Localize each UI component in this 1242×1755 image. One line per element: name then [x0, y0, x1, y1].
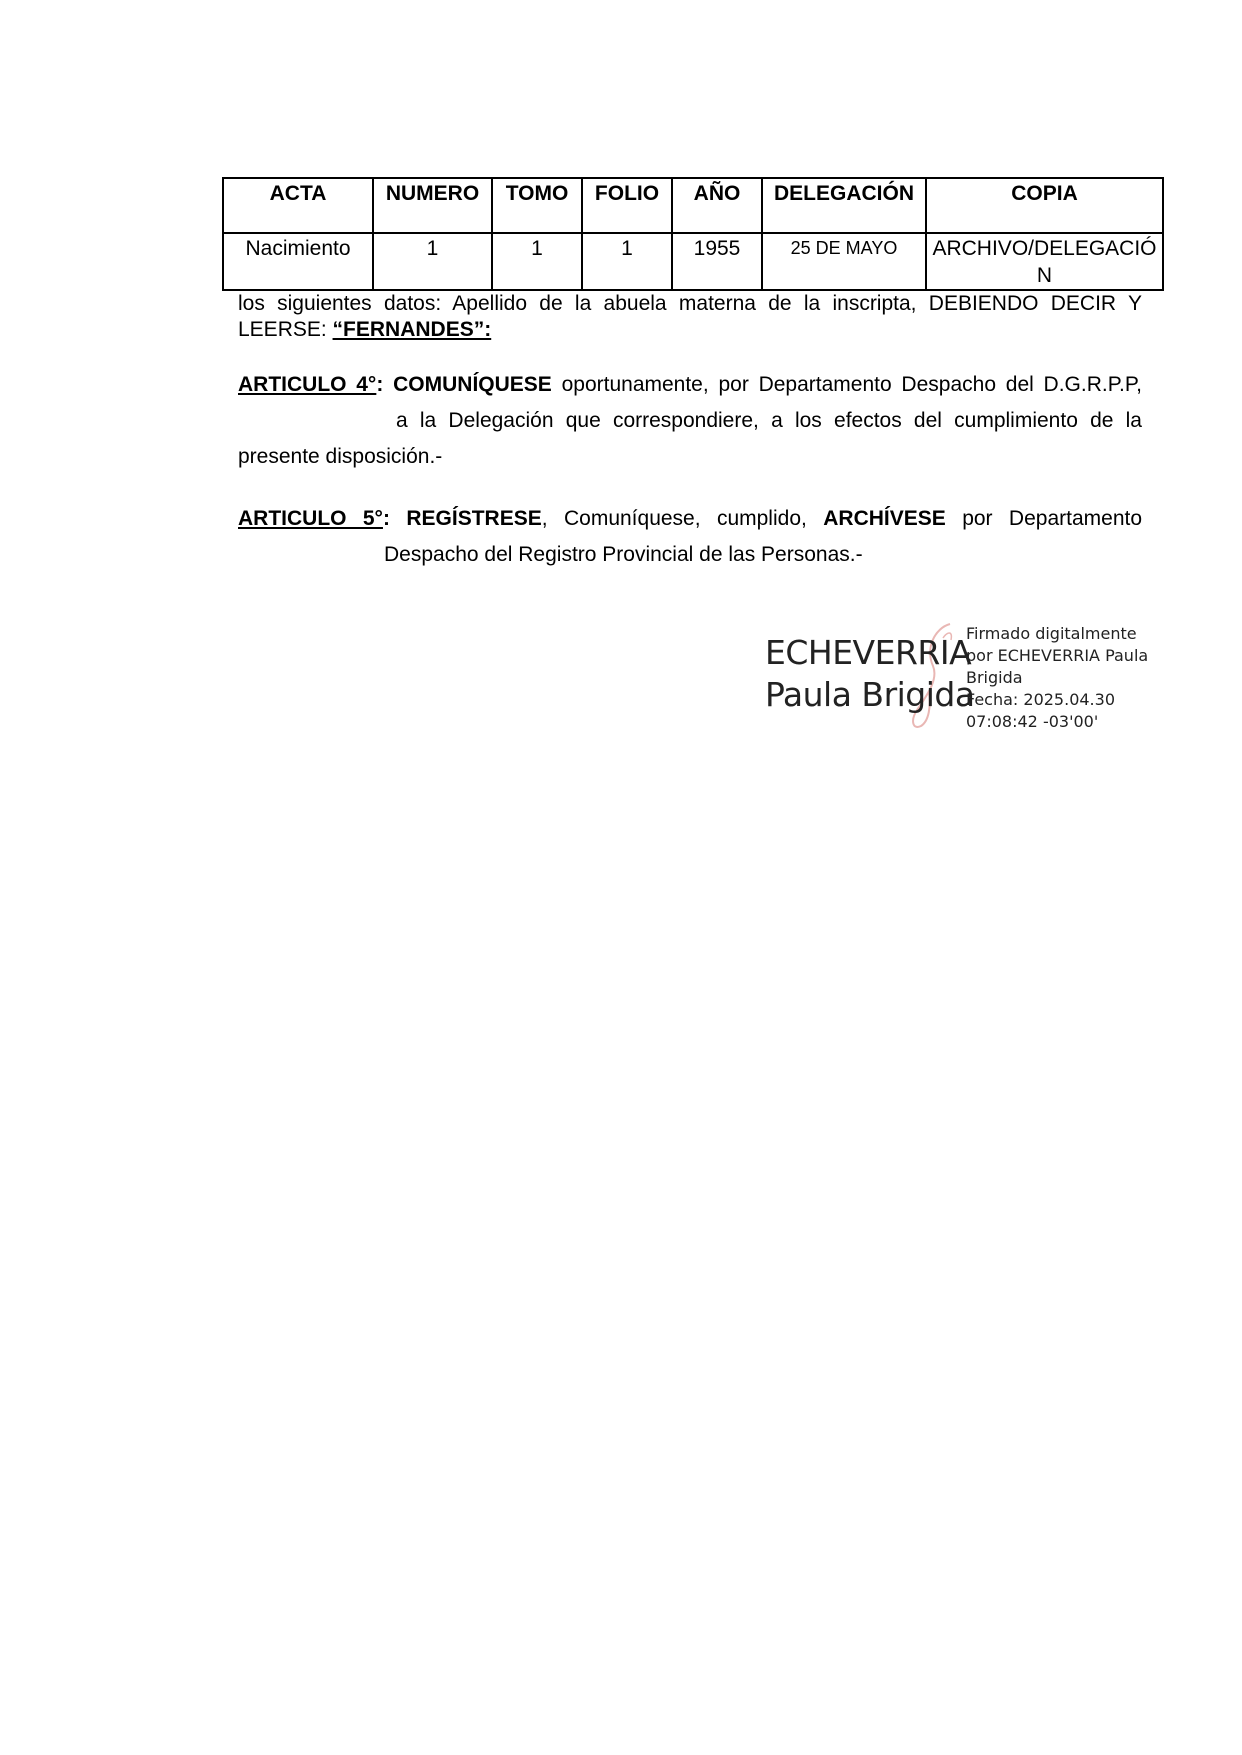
- intro-prefix: LEERSE:: [238, 318, 333, 341]
- intro-emphasis: “FERNANDES”:: [332, 318, 492, 341]
- intro-line-2: [238, 317, 1142, 343]
- articulo-5-colon: :: [382, 507, 390, 530]
- articulo-4: [238, 367, 1142, 475]
- header-acta: ACTA: [223, 178, 373, 233]
- signature-info-line: por ECHEVERRIA Paula: [966, 646, 1149, 665]
- cell-folio: 1: [582, 233, 672, 290]
- table-header-row: [223, 178, 1163, 233]
- intro-paragraph: [238, 291, 1142, 343]
- signature-name: [765, 632, 975, 716]
- articulo-5-keyword-archivese: ARCHÍVESE: [823, 507, 946, 530]
- header-delegacion: DELEGACIÓN: [762, 178, 926, 233]
- signature-info-line: Firmado digitalmente: [966, 624, 1137, 643]
- articulo-4-label: ARTICULO 4°: [238, 373, 377, 396]
- articulo-5-text-1: , Comuníquese, cumplido,: [541, 507, 807, 530]
- articulo-4-line-2: a la Delegación que correspondiere, a los efectos del cumplimiento de la: [396, 409, 1142, 432]
- cell-acta: Nacimiento: [223, 233, 373, 290]
- articulo-5-text-2: por Departamento: [962, 507, 1143, 530]
- articulo-5: [238, 501, 1142, 573]
- articulo-5-line-2: Despacho del Registro Provincial de las Personas.-: [384, 543, 863, 566]
- articulo-5-keyword-registrese: REGÍSTRESE: [406, 507, 542, 530]
- articulo-4-line-3: presente disposición.-: [238, 445, 443, 468]
- signature-info: [966, 623, 1148, 733]
- header-folio: FOLIO: [582, 178, 672, 233]
- signature-info-line: 07:08:42 -03'00': [966, 712, 1099, 731]
- cell-delegacion: 25 DE MAYO: [762, 233, 926, 290]
- articulo-5-line-1: [238, 501, 1142, 537]
- articulo-4-keyword: COMUNÍQUESE: [393, 373, 552, 396]
- articulo-4-line-1-text: oportunamente, por Departamento Despacho del D.G.R.P.P,: [561, 373, 1142, 396]
- articulo-4-colon: :: [376, 373, 384, 396]
- intro-line-1: los siguientes datos: Apellido de la abuela materna de la inscripta, DEBIENDO DECIR Y: [238, 292, 1142, 315]
- cell-tomo: 1: [492, 233, 582, 290]
- signature-info-line: Fecha: 2025.04.30: [966, 690, 1115, 709]
- table-row: [223, 233, 1163, 290]
- signature-name-line-2: Paula Brigida: [765, 675, 975, 714]
- header-numero: NUMERO: [373, 178, 492, 233]
- cell-anio: 1955: [672, 233, 762, 290]
- signature-info-line: Brigida: [966, 668, 1023, 687]
- cell-copia: ARCHIVO/DELEGACIÓN: [926, 233, 1163, 290]
- header-copia: COPIA: [926, 178, 1163, 233]
- articulo-4-line-1: [238, 367, 1142, 403]
- signature-name-line-1: ECHEVERRIA: [765, 633, 972, 672]
- acta-table: [222, 177, 1164, 291]
- articulo-5-label: ARTICULO 5°: [238, 507, 383, 530]
- cell-numero: 1: [373, 233, 492, 290]
- header-tomo: TOMO: [492, 178, 582, 233]
- header-anio: AÑO: [672, 178, 762, 233]
